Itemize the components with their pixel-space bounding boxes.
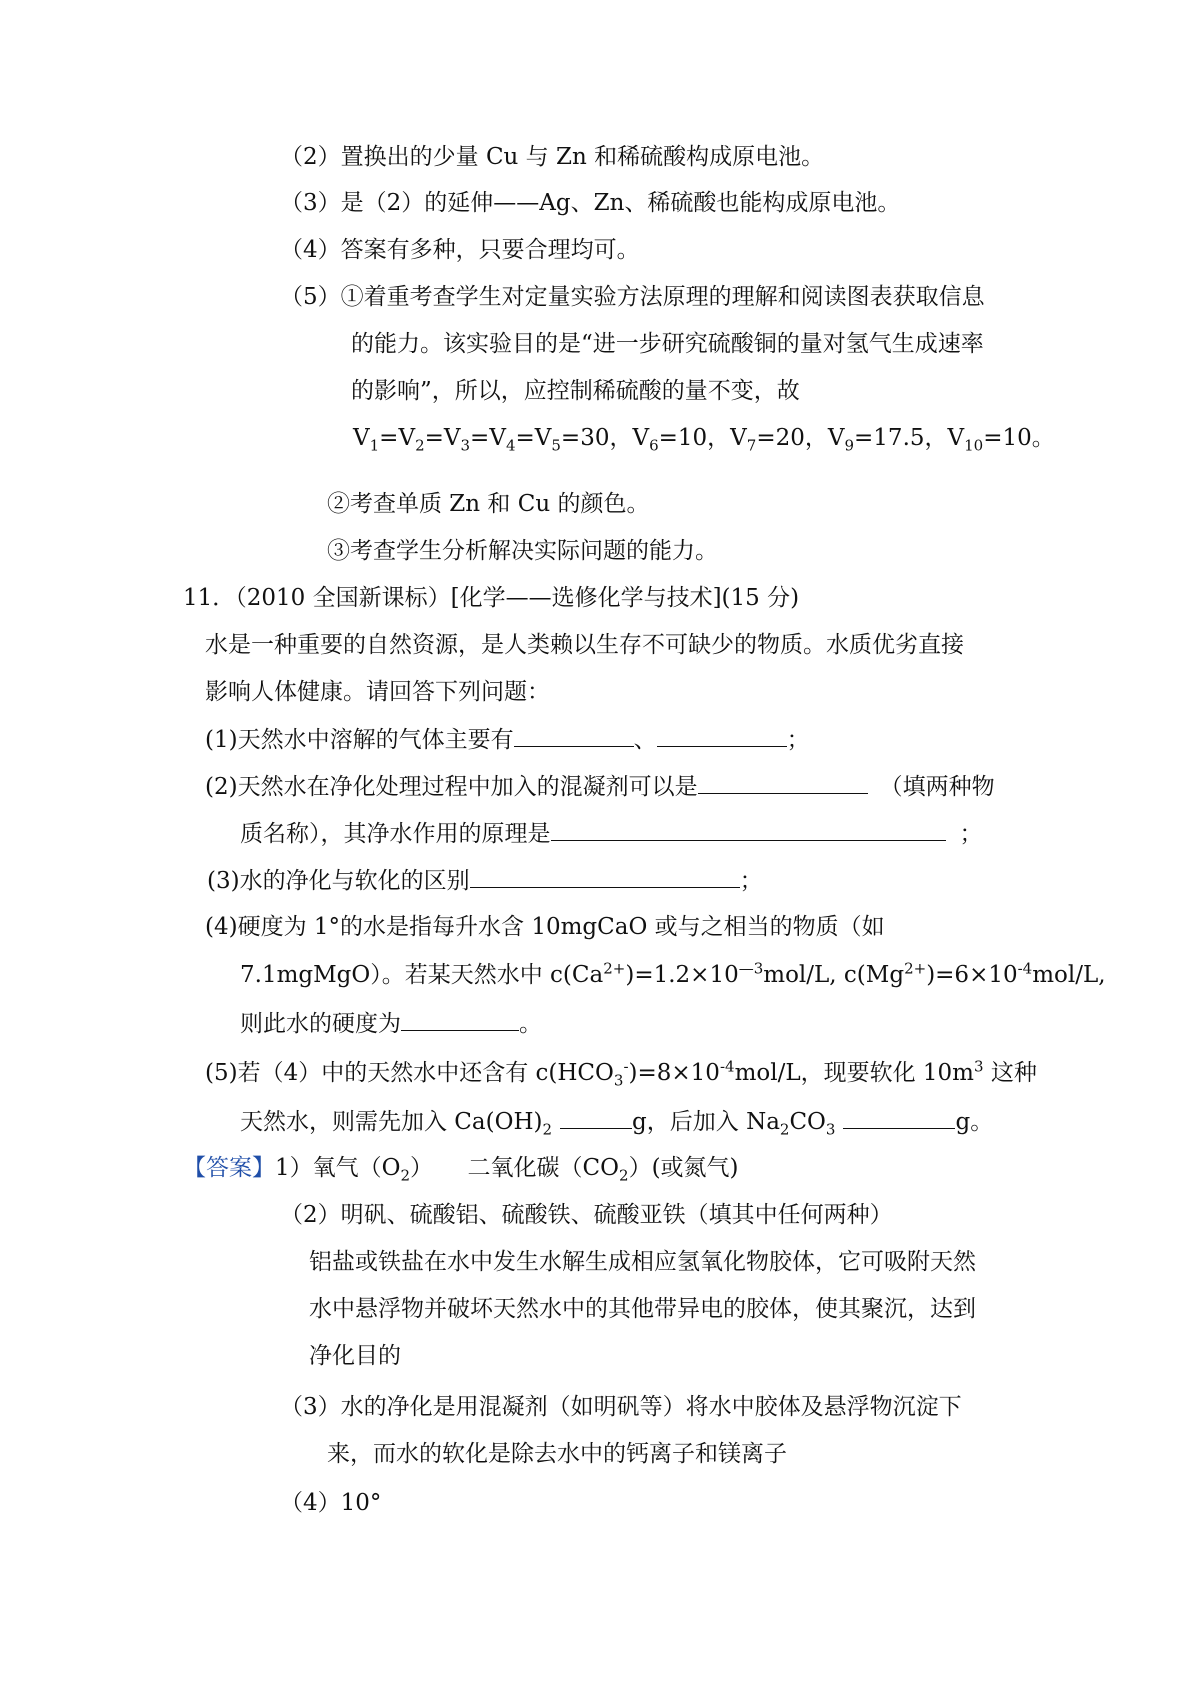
subquestion-1: (1)天然水中溶解的气体主要有 、 ；: [205, 724, 810, 755]
answer-line-5b: 的能力。该实验目的是“进一步研究硫酸铜的量对氢气生成速率: [351, 331, 984, 357]
answer-2c: 水中悬浮物并破坏天然水中的其他带异电的胶体，使其聚沉，达到: [309, 1296, 976, 1322]
fill-blank: [470, 865, 740, 888]
subquestion-4-cont2: 则此水的硬度为 。: [240, 1008, 542, 1039]
answer-1: 【答案】1）氧气$(O_2)$ 二氧化碳$(CO_2)$(或氮气): [183, 1155, 739, 1185]
answer-4: （4）10°: [280, 1490, 382, 1516]
fill-blank: [560, 1106, 632, 1129]
answer-line-4: （4）答案有多种，只要合理均可。: [280, 237, 640, 263]
volume-equation: $V_1=V_2=V_3=V_4=V_5=30$，$V_6=10$，$V_7=20$，$V_9=17.5$，$V_{10}=10$。: [353, 425, 1055, 455]
answer-line-5e: ③考查学生分析解决实际问题的能力。: [327, 538, 718, 564]
subquestion-2-cont: 质名称），其净水作用的原理是 ；: [240, 818, 983, 849]
answer-3: （3）水的净化是用混凝剂（如明矾等）将水中胶体及悬浮物沉淀下: [280, 1394, 962, 1420]
answer-line-2: （2）置换出的少量 Cu 与 Zn 和稀硫酸构成原电池。: [280, 144, 825, 170]
fill-blank: [698, 771, 868, 794]
answer-2b: 铝盐或铁盐在水中发生水解生成相应氢氧化物胶体，它可吸附天然: [309, 1249, 976, 1275]
subquestion-5: (5)若（4）中的天然水中还含有 $c(HCO_3^-)=8\times 10^{-4}mol/L$，现要软化 $10m^3$ 这种: [205, 1057, 1037, 1090]
subquestion-3: (3)水的净化与软化的区别 ；: [207, 865, 763, 896]
subquestion-4: (4)硬度为 1°的水是指每升水含 10mgCaO 或与之相当的物质（如: [205, 914, 885, 940]
fill-blank: [551, 818, 946, 841]
answer-label: 【答案】: [183, 1155, 275, 1181]
answer-line-5d: ②考查单质 Zn 和 Cu 的颜色。: [327, 491, 650, 517]
answer-line-5c: 的影响”，所以，应控制稀硫酸的量不变，故: [351, 378, 800, 404]
question-header: 11．（2010 全国新课标）[化学——选修化学与技术](15 分): [183, 585, 800, 611]
answer-2: （2）明矾、硫酸铝、硫酸铁、硫酸亚铁（填其中任何两种）: [280, 1202, 893, 1228]
answer-2d: 净化目的: [309, 1343, 401, 1369]
subquestion-2: (2)天然水在净化处理过程中加入的混凝剂可以是 （填两种物: [205, 771, 995, 802]
question-intro-1: 水是一种重要的自然资源，是人类赖以生存不可缺少的物质。水质优劣直接: [205, 632, 964, 658]
subquestion-4-cont: 7.1mgMgO）。若某天然水中 $c(Ca^{2+})=1.2\times 10^{—3}mol/L$, $c(Mg^{2+})=6\times 10^{-4}mol/L$,: [240, 959, 1106, 988]
fill-blank: [657, 724, 787, 747]
fill-blank: [843, 1106, 955, 1129]
answer-line-3: （3）是（2）的延伸——Ag、Zn、稀硫酸也能构成原电池。: [280, 190, 901, 216]
fill-blank: [401, 1008, 519, 1031]
question-intro-2: 影响人体健康。请回答下列问题：: [205, 679, 550, 705]
fill-blank: [514, 724, 634, 747]
answer-line-5a: （5）①着重考查学生对定量实验方法原理的理解和阅读图表获取信息: [280, 284, 985, 310]
answer-3b: 来，而水的软化是除去水中的钙离子和镁离子: [327, 1441, 787, 1467]
subquestion-5-cont: 天然水，则需先加入 $Ca(OH)_2$ g，后加入 $Na_2CO_3$ g。: [240, 1106, 993, 1137]
